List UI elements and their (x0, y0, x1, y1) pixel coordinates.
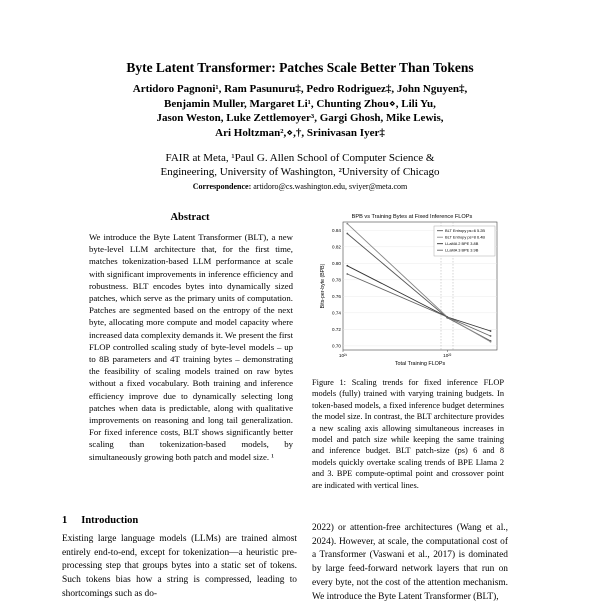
y-tick-label: 0.82 (332, 244, 341, 250)
abstract-heading: Abstract (170, 212, 210, 223)
figure-caption: Figure 1: Scaling trends for fixed inference FLOP models (fully) trained with varying training budgets. In token-based models, a fixed inference budget determines the model size. In contrast, the BLT architecture provides a new scaling axis allowing simultaneous increases in model and patch size while keeping the same training and inference budget. BLT patch-size (ps) 6 and 8 models quickly overtake scaling trends of BPE Llama 2 and 3. BPE compute-optimal point and crossover point are indicated with vertical lines. (312, 378, 504, 490)
correspondence-label: Correspondence: (192, 182, 252, 191)
paper-title: Byte Latent Transformer: Patches Scale Better Than Tokens (126, 60, 474, 75)
author-line: Jason Weston, Luke Zettlemoyer³, Gargi Ghosh, Mike Lewis, (156, 112, 444, 125)
y-tick-label: 0.84 (332, 227, 341, 233)
section-heading (62, 515, 152, 526)
correspondence (130, 182, 470, 191)
section-number: 1 (62, 515, 68, 526)
y-tick-label: 0.74 (332, 310, 341, 316)
data-point (490, 335, 492, 337)
data-point (346, 223, 348, 225)
data-point (346, 273, 348, 275)
y-axis-label: Bits-per-byte (BPB) (320, 263, 326, 309)
author-line: Artidoro Pagnoni¹, Ram Pasunuru‡, Pedro Rodriguez‡, John Nguyen‡, (132, 83, 468, 95)
section-title: Introduction (81, 515, 139, 526)
author-line: Benjamin Muller, Margaret Li¹, Chunting Zhou⋄, Lili Yu, (164, 97, 436, 110)
abstract-text (89, 231, 293, 463)
y-tick-label: 0.76 (332, 293, 341, 299)
legend-label: BLT Entropy ps=8 6.4B (445, 234, 485, 240)
affiliation-line: Engineering, University of Washington, ²University of Chicago (160, 166, 440, 178)
x-axis-label: Total Training FLOPs (394, 361, 446, 367)
y-tick-label: 0.72 (332, 326, 341, 332)
y-tick-label: 0.80 (332, 260, 341, 266)
data-point (490, 330, 492, 332)
data-point (446, 316, 448, 318)
legend-label: BLT Entropy ps=6 5.2B (445, 228, 485, 233)
legend-label: LLaMA 3 BPE 3.9B (445, 247, 479, 253)
x-tick-label: 10²² (443, 353, 452, 358)
intro-right-column: 2022) or attention-free architectures (Wang et al., 2024). However, at scale, the computational cost of a Transformer (Vaswani et al., 2017) is dominated by large feed-forward network layers that run on every byte, not the cost of the attention mechanism. We introduce the Byte Latent Transformer (BLT), (312, 523, 508, 602)
intro-left-column: Existing large language models (LLMs) are trained almost entirely end-to-end, except for tokenization—a heuristic pre-processing step that groups bytes into a static set of tokens. Such tokens bias how a string is compressed, leading to shortcomings such as do- (62, 534, 297, 599)
y-tick-label: 0.78 (332, 277, 341, 283)
affiliation-line: FAIR at Meta, ¹Paul G. Allen School of Computer Science & (165, 152, 435, 164)
author-line: Ari Holtzman²,⋄,†, Srinivasan Iyer‡ (215, 126, 385, 139)
chart-legend (434, 226, 495, 256)
y-tick-labels (332, 228, 341, 349)
data-point (346, 233, 348, 235)
legend-label: LLaMA 2 BPE 3.8B (445, 241, 479, 246)
y-tick-label: 0.70 (332, 343, 341, 349)
data-point (346, 265, 348, 267)
x-tick-label: 10²¹ (338, 353, 348, 358)
correspondence-emails: artidoro@cs.washington.edu, sviyer@meta.com (253, 182, 408, 191)
x-tick-labels (339, 353, 452, 358)
scaling-chart (312, 210, 499, 372)
data-point (490, 341, 492, 343)
affiliations (130, 151, 470, 179)
abstract-paragraph: We introduce the Byte Latent Transformer (BLT), a new byte-level LLM architecture that, for the first time, matches tokenization-based LLM performance at scale with significant improvements in inference efficiency and robustness. BLT encodes bytes into dynamically sized patches, which serve as the primary units of computation. Patches are segmented based on the entropy of the next byte, allocating more compute and model capacity where increased data complexity demands it. We present the first FLOP controlled scaling study of byte-level models – up to 8B parameters and 4T training bytes – demonstrating the feasibility of scaling models trained on raw bytes without a fixed vocabulary. Both training and inference efficiency improve due to dynamically selecting long patches when data is predictable, along with qualitative improvements on reasoning and long tail generalization. For fixed inference costs, BLT shows significantly better scaling than tokenization-based models, by simultaneously growing both patch and model size. ¹ (89, 232, 293, 462)
chart-title: BPB vs Training Bytes at Fixed Inference FLOPs (351, 214, 473, 220)
author-list (118, 82, 482, 140)
